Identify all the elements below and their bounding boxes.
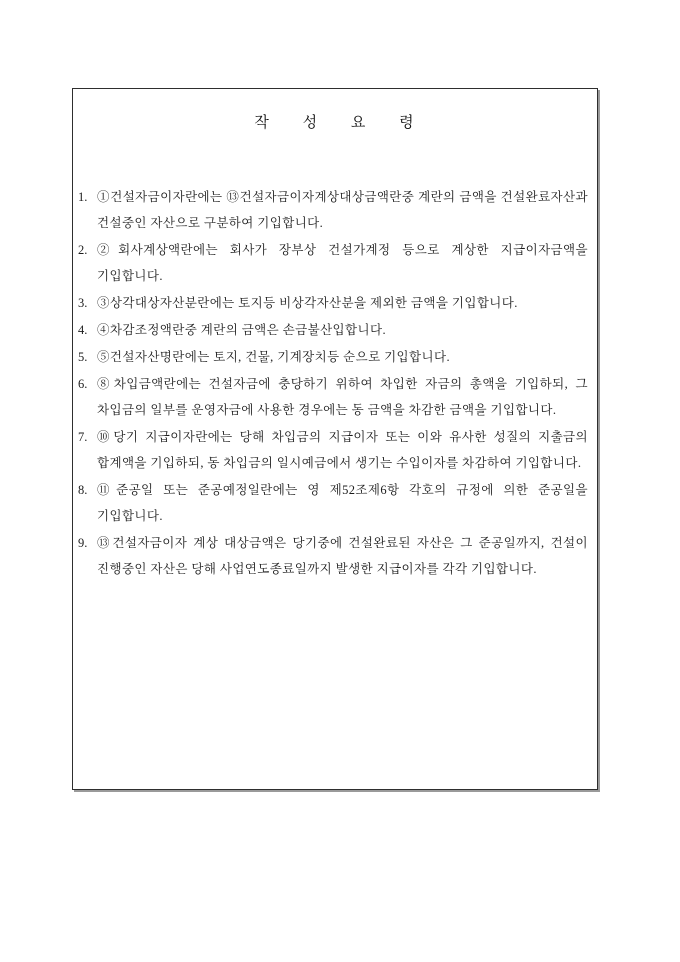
list-item: [78, 344, 588, 370]
item-text: ③상각대상자산분란에는 토지등 비상각자산분을 제외한 금액을 기입합니다.: [97, 296, 518, 310]
list-item: [78, 477, 588, 529]
item-number: 7.: [78, 430, 88, 444]
list-item: [78, 237, 588, 289]
item-text: ⑬건설자금이자 계상 대상금액은 당기중에 건설완료된 자산은 그 준공일까지, 건설이 진행중인 자산은 당해 사업연도종료일까지 발생한 지급이자를 각각 기입합니다.: [97, 536, 588, 576]
item-number: 1.: [78, 190, 88, 204]
item-number: 9.: [78, 536, 88, 550]
list-item: [78, 371, 588, 423]
list-item: [78, 317, 588, 343]
item-text: ⑧차입금액란에는 건설자금에 충당하기 위하여 차입한 자금의 총액을 기입하되, 그 차입금의 일부를 운영자금에 사용한 경우에는 동 금액을 차감한 금액을 기입합니다.: [97, 377, 588, 417]
list-item: [78, 530, 588, 582]
form-title: 작 성 요 령: [254, 115, 416, 131]
list-item: [78, 184, 588, 236]
item-number: 5.: [78, 350, 88, 364]
form-border-box: [72, 88, 598, 790]
instructions-list: [73, 184, 597, 582]
item-number: 4.: [78, 323, 88, 337]
item-text: ②회사계상액란에는 회사가 장부상 건설가계정 등으로 계상한 지급이자금액을 기입합니다.: [97, 243, 588, 283]
item-text: ④차감조정액란중 계란의 금액은 손금불산입합니다.: [97, 323, 386, 337]
list-item: [78, 290, 588, 316]
item-number: 2.: [78, 243, 88, 257]
list-item: [78, 424, 588, 476]
item-number: 3.: [78, 296, 88, 310]
item-text: ⑩당기 지급이자란에는 당해 차입금의 지급이자 또는 이와 유사한 성질의 지출금의 합계액을 기입하되, 동 차입금의 일시예금에서 생기는 수입이자를 차감하여 기입합니다.: [97, 430, 588, 470]
item-number: 6.: [78, 377, 88, 391]
item-text: ⑤건설자산명란에는 토지, 건물, 기계장치등 순으로 기입합니다.: [97, 350, 450, 364]
item-text: ⑪준공일 또는 준공예정일란에는 영 제52조제6항 각호의 규정에 의한 준공일을 기입합니다.: [97, 483, 588, 523]
item-number: 8.: [78, 483, 88, 497]
item-text: ①건설자금이자란에는 ⑬건설자금이자계상대상금액란중 계란의 금액을 건설완료자산과 건설중인 자산으로 구분하여 기입합니다.: [97, 190, 588, 230]
